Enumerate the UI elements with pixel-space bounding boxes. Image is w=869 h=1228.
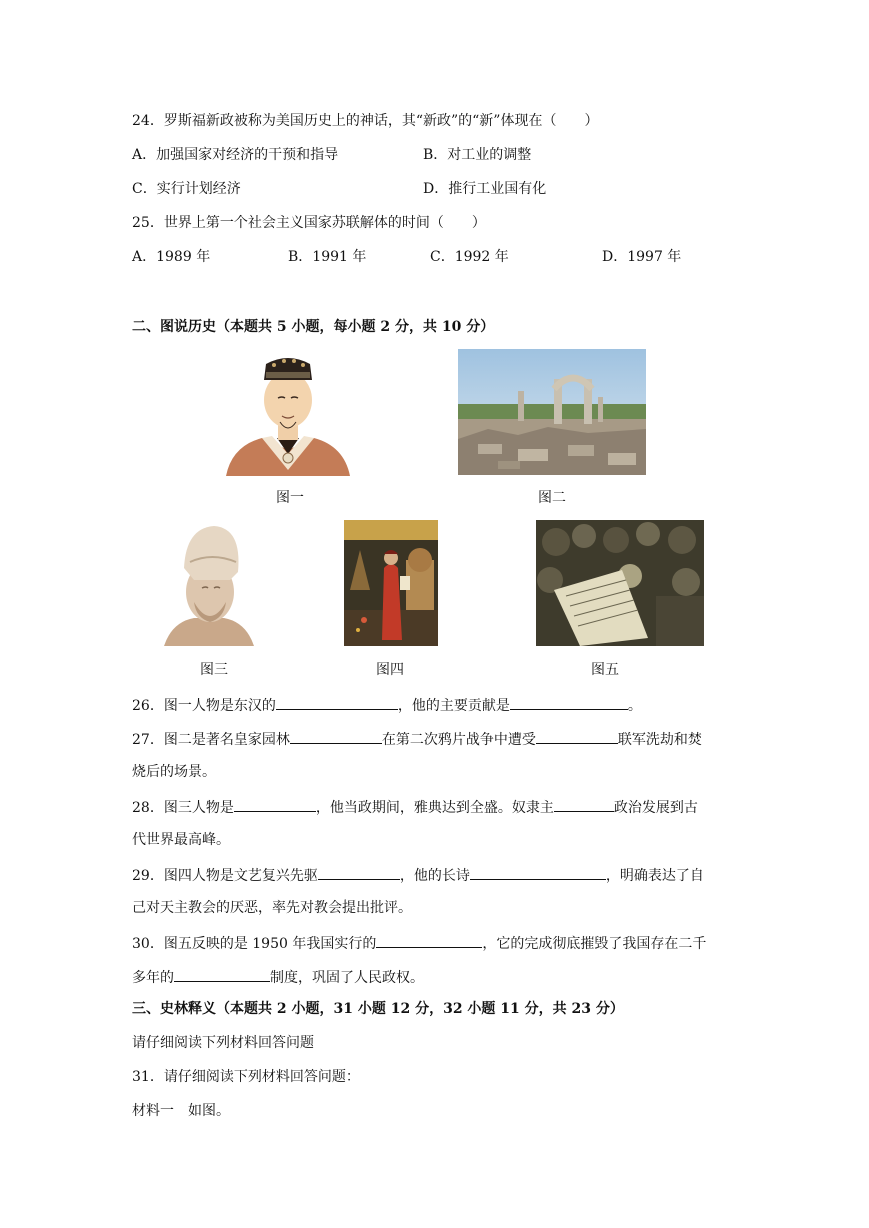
section-3-title: 三、史林释义（本题共 2 小题，31 小题 12 分，32 小题 11 分，共 23 分）	[132, 1001, 624, 1017]
q28-blank-2[interactable]	[554, 797, 614, 812]
material-1-label: 材料一 如图。	[132, 1103, 230, 1119]
q26-line	[132, 695, 642, 715]
q28-text-1: 28．图三人物是	[132, 800, 234, 816]
q25-option-c: C．1992 年	[430, 249, 509, 265]
q29-line-2: 己对天主教会的厌恶，率先对教会提出批评。	[132, 900, 412, 916]
figure-1-image	[222, 350, 354, 476]
figure-4-image	[344, 520, 438, 646]
q26-text-1: 26．图一人物是东汉的	[132, 698, 276, 714]
figure-2-image	[458, 349, 646, 475]
figure-5-image	[536, 520, 704, 646]
q25-option-b: B．1991 年	[288, 249, 367, 265]
figure-2-caption: 图二	[538, 490, 566, 506]
q27-line-2: 烧后的场景。	[132, 764, 216, 780]
q30-line-1	[132, 933, 706, 953]
q24-option-c: C．实行计划经济	[132, 181, 241, 197]
q29-blank-1[interactable]	[318, 865, 400, 880]
q25-stem: 25．世界上第一个社会主义国家苏联解体的时间（ ）	[132, 215, 486, 231]
q26-text-2: ，他的主要贡献是	[397, 698, 510, 714]
q30-text-3: 多年的	[132, 970, 174, 986]
q30-blank-2[interactable]	[174, 967, 270, 982]
q27-line-1	[132, 729, 702, 749]
q29-text-3: ，明确表达了自	[605, 868, 704, 884]
q26-text-3: 。	[627, 698, 642, 714]
figure-5-caption: 图五	[591, 662, 619, 678]
q24-stem: 24．罗斯福新政被称为美国历史上的神话，其“新政”的“新”体现在（ ）	[132, 113, 599, 129]
q27-text-3: 联军洗劫和焚	[617, 732, 702, 748]
figure-3-caption: 图三	[200, 662, 228, 678]
q29-text-1: 29．图四人物是文艺复兴先驱	[132, 868, 318, 884]
q28-blank-1[interactable]	[234, 797, 316, 812]
q27-blank-2[interactable]	[536, 729, 618, 744]
q27-blank-1[interactable]	[290, 729, 382, 744]
section-3-instruction: 请仔细阅读下列材料回答问题	[132, 1035, 314, 1051]
q26-blank-1[interactable]	[276, 695, 398, 710]
q29-text-2: ，他的长诗	[399, 868, 470, 884]
figure-4-caption: 图四	[376, 662, 404, 678]
q26-blank-2[interactable]	[510, 695, 628, 710]
q28-text-2: ，他当政期间，雅典达到全盛。奴隶主	[315, 800, 554, 816]
q29-line-1	[132, 865, 704, 885]
q27-text-1: 27．图二是著名皇家园林	[132, 732, 290, 748]
q30-line-2	[132, 967, 424, 987]
q30-text-4: 制度，巩固了人民政权。	[270, 970, 424, 986]
figure-3-image	[164, 522, 254, 646]
q25-option-a: A．1989 年	[132, 249, 211, 265]
q25-option-d: D．1997 年	[602, 249, 682, 265]
q27-text-2: 在第二次鸦片战争中遭受	[381, 732, 536, 748]
q30-blank-1[interactable]	[376, 933, 482, 948]
q30-text-2: ，它的完成彻底摧毁了我国存在二千	[482, 936, 707, 952]
q29-blank-2[interactable]	[470, 865, 606, 880]
q28-text-3: 政治发展到古	[613, 800, 698, 816]
q30-text-1: 30．图五反映的是 1950 年我国实行的	[132, 936, 377, 952]
q24-option-a: A．加强国家对经济的干预和指导	[132, 147, 339, 163]
q24-option-d: D．推行工业国有化	[423, 181, 547, 197]
q28-line-1	[132, 797, 698, 817]
figure-1-caption: 图一	[276, 490, 304, 506]
section-2-title: 二、图说历史（本题共 5 小题，每小题 2 分，共 10 分）	[132, 319, 495, 335]
q28-line-2: 代世界最高峰。	[132, 832, 230, 848]
q31-stem: 31．请仔细阅读下列材料回答问题：	[132, 1069, 360, 1085]
q24-option-b: B．对工业的调整	[423, 147, 532, 163]
